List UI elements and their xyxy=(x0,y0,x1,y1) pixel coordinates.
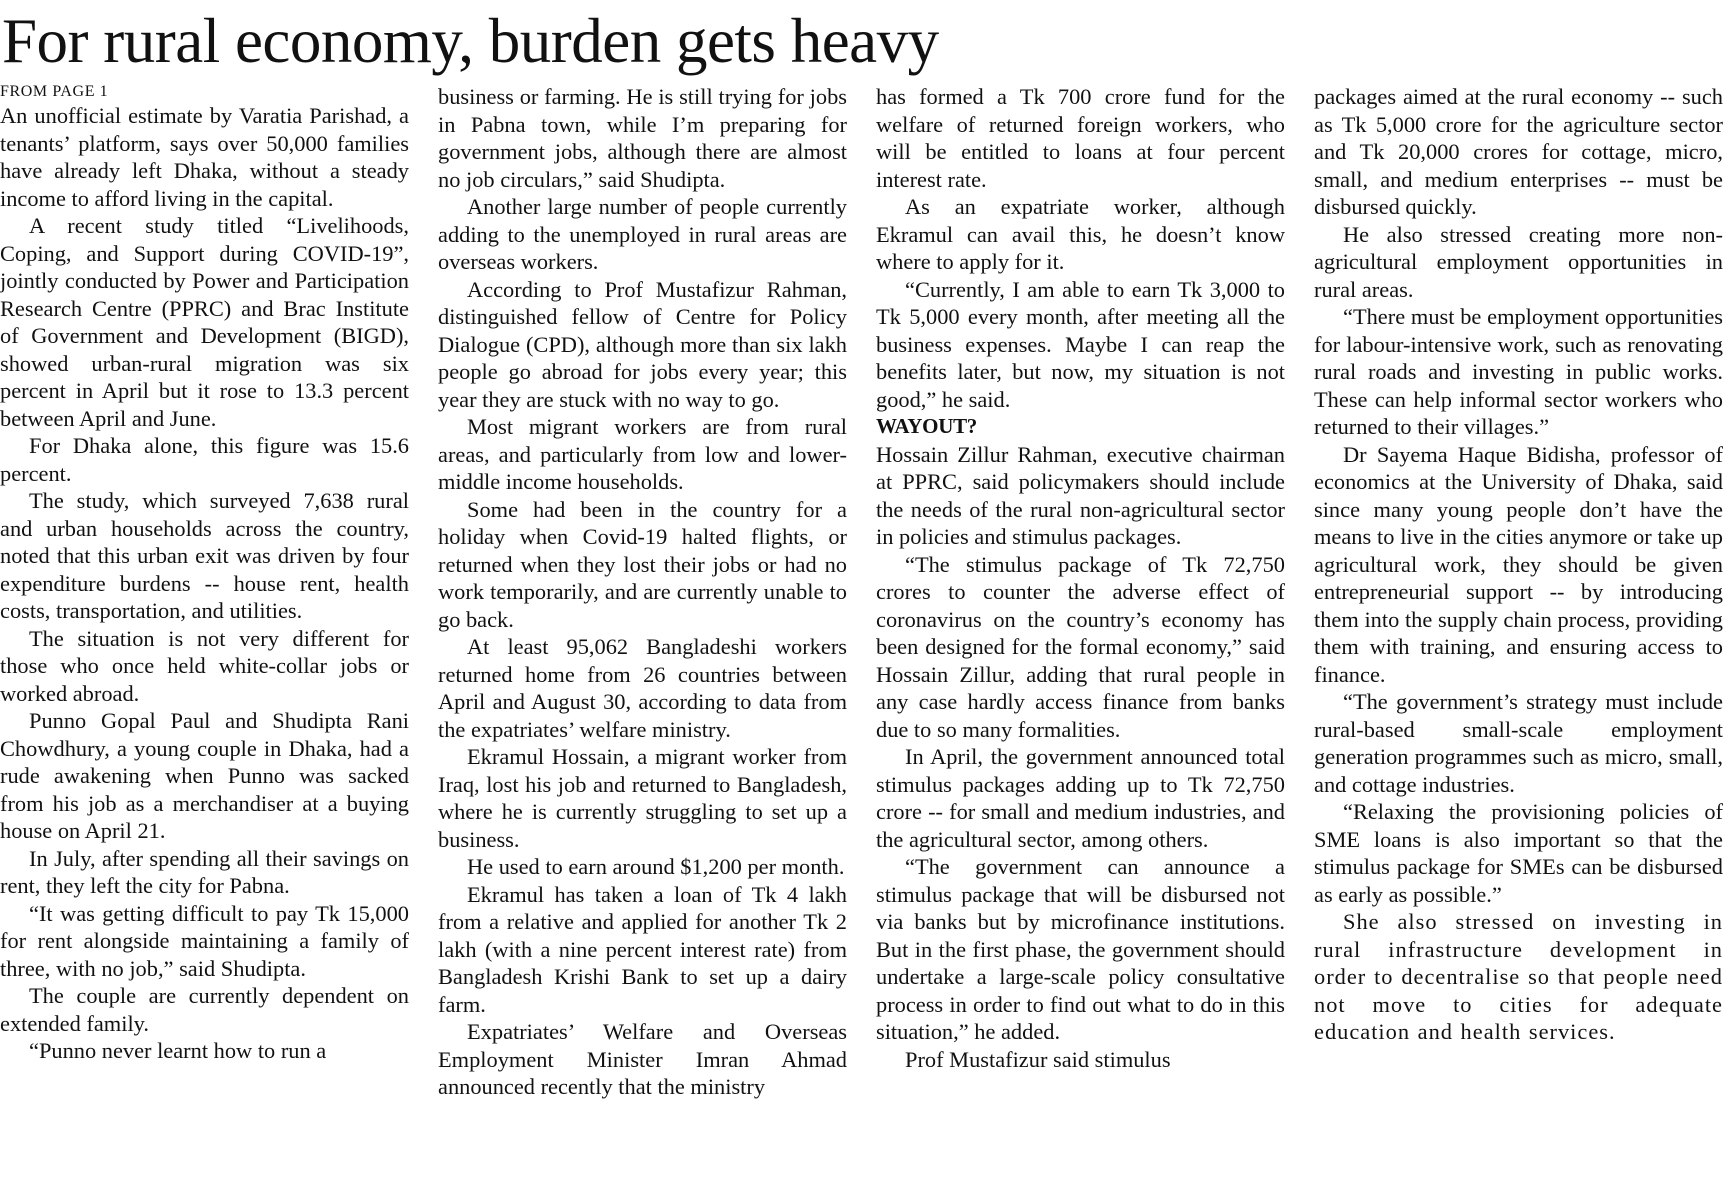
paragraph: She also stressed on investing in rural infrastructure development in order to decentralise so that people need not move to cities for adequate education and health services. xyxy=(1314,909,1723,1044)
paragraph: Punno Gopal Paul and Shudipta Rani Chowdhury, a young couple in Dhaka, had a rude awakening when Punno was sacked from his job as a merchandiser at a buying house on April 21. xyxy=(0,708,409,843)
paragraph: Ekramul has taken a loan of Tk 4 lakh from a relative and applied for another Tk 2 lakh (with a nine percent interest rate) from Bangladesh Krishi Bank to set up a dairy farm. xyxy=(438,881,847,1017)
paragraph: A recent study titled “Livelihoods, Coping, and Support during COVID-19”, jointly conducted by Power and Participation Research Centre (PPRC) and Brac Institute of Government and Development (BIGD), showed urban-rural migration was six percent in April but it rose to 13.3 percent between April and June. xyxy=(0,213,409,431)
paragraph: business or farming. He is still trying for jobs in Pabna town, while I’m preparing for government jobs, although there are almost no job circulars,” said Shudipta. xyxy=(438,84,847,192)
paragraph: Another large number of people currently adding to the unemployed in rural areas are overseas workers. xyxy=(438,194,847,274)
article-column-3 xyxy=(876,83,1285,1189)
headline: For rural economy, burden gets heavy xyxy=(2,6,939,76)
paragraph: Most migrant workers are from rural areas, and particularly from low and lower-middle income households. xyxy=(438,414,847,494)
paragraph: For Dhaka alone, this figure was 15.6 percent. xyxy=(0,433,409,486)
paragraph: At least 95,062 Bangladeshi workers returned home from 26 countries between April and August 30, according to data from the expatriates’ welfare ministry. xyxy=(438,634,847,742)
paragraph: has formed a Tk 700 crore fund for the welfare of returned foreign workers, who will be entitled to loans at four percent interest rate. xyxy=(876,84,1285,192)
paragraph: Some had been in the country for a holiday when Covid-19 halted flights, or returned when they lost their jobs or had no work temporarily, and are currently unable to go back. xyxy=(438,496,847,632)
paragraph: An unofficial estimate by Varatia Parishad, a tenants’ platform, says over 50,000 families have already left Dhaka, without a steady income to afford living in the capital. xyxy=(0,103,409,211)
article-column-2 xyxy=(438,83,847,1189)
paragraph: “Punno never learnt how to run a xyxy=(29,1038,327,1063)
paragraph: As an expatriate worker, although Ekramul can avail this, he doesn’t know where to apply for it. xyxy=(876,194,1285,274)
section-subhead: WAYOUT? xyxy=(876,414,977,438)
paragraph: “Currently, I am able to earn Tk 3,000 to Tk 5,000 every month, after meeting all the business expenses. Maybe I can reap the benefits later, but now, my situation is not good,” he said. xyxy=(876,276,1285,412)
paragraph: Prof Mustafizur said stimulus xyxy=(905,1046,1171,1072)
paragraph: “The stimulus package of Tk 72,750 crores to counter the adverse effect of coronavirus on the country’s economy has been designed for the formal economy,” said Hossain Zillur, adding that rural people in any case hardly access finance from banks due to so many formalities. xyxy=(876,551,1285,742)
article-column-1 xyxy=(0,83,409,1189)
paragraph: “Relaxing the provisioning policies of SME loans is also important so that the stimulus package for SMEs can be disbursed as early as possible.” xyxy=(1314,799,1723,907)
paragraph: The couple are currently dependent on extended family. xyxy=(0,983,409,1036)
paragraph: Dr Sayema Haque Bidisha, professor of economics at the University of Dhaka, said since many young people don’t have the means to live in the cities anymore or take up agricultural work, they should be given entrepreneurial support -- by introducing them into the supply chain process, providing them with training, and ensuring access to finance. xyxy=(1314,441,1723,687)
paragraph: Expatriates’ Welfare and Overseas Employment Minister Imran Ahmad announced recently that the ministry xyxy=(438,1019,847,1099)
paragraph: Ekramul Hossain, a migrant worker from Iraq, lost his job and returned to Bangladesh, where he is currently struggling to set up a business. xyxy=(438,744,847,852)
paragraph: He used to earn around $1,200 per month. xyxy=(467,854,845,879)
article-column-4 xyxy=(1314,83,1723,1189)
paragraph: “The government can announce a stimulus package that will be disbursed not via banks but by microfinance institutions. But in the first phase, the government should undertake a large-scale policy consultative process in order to find out what to do in this situation,” he added. xyxy=(876,854,1285,1044)
paragraph: “It was getting difficult to pay Tk 15,000 for rent alongside maintaining a family of three, with no job,” said Shudipta. xyxy=(0,900,409,981)
continuation-kicker: FROM PAGE 1 xyxy=(0,83,109,100)
paragraph: According to Prof Mustafizur Rahman, distinguished fellow of Centre for Policy Dialogue (CPD), although more than six lakh people go abroad for jobs every year; this year they are stuck with no way to go. xyxy=(438,276,847,412)
paragraph: The situation is not very different for those who once held white-collar jobs or worked abroad. xyxy=(0,625,409,706)
paragraph: “There must be employment opportunities for labour-intensive work, such as renovating rural roads and investing in public works. These can help informal sector workers who returned to their villages.” xyxy=(1314,304,1723,439)
paragraph: The study, which surveyed 7,638 rural and urban households across the country, noted that this urban exit was driven by four expenditure burdens -- house rent, health costs, transportation, and utilities. xyxy=(0,488,409,623)
paragraph: packages aimed at the rural economy -- such as Tk 5,000 crore for the agriculture sector and Tk 20,000 crores for cottage, micro, small, and medium enterprises -- must be disbursed quickly. xyxy=(1314,84,1723,219)
paragraph: In July, after spending all their savings on rent, they left the city for Pabna. xyxy=(0,845,409,898)
paragraph: He also stressed creating more non-agricultural employment opportunities in rural areas. xyxy=(1314,221,1723,302)
paragraph: In April, the government announced total stimulus packages adding up to Tk 72,750 crore -- for small and medium industries, and the agricultural sector, among others. xyxy=(876,744,1285,852)
paragraph: “The government’s strategy must include rural-based small-scale employment generation programmes such as micro, small, and cottage industries. xyxy=(1314,689,1723,797)
paragraph: Hossain Zillur Rahman, executive chairman at PPRC, said policymakers should include the needs of the rural non-agricultural sector in policies and stimulus packages. xyxy=(876,441,1285,549)
